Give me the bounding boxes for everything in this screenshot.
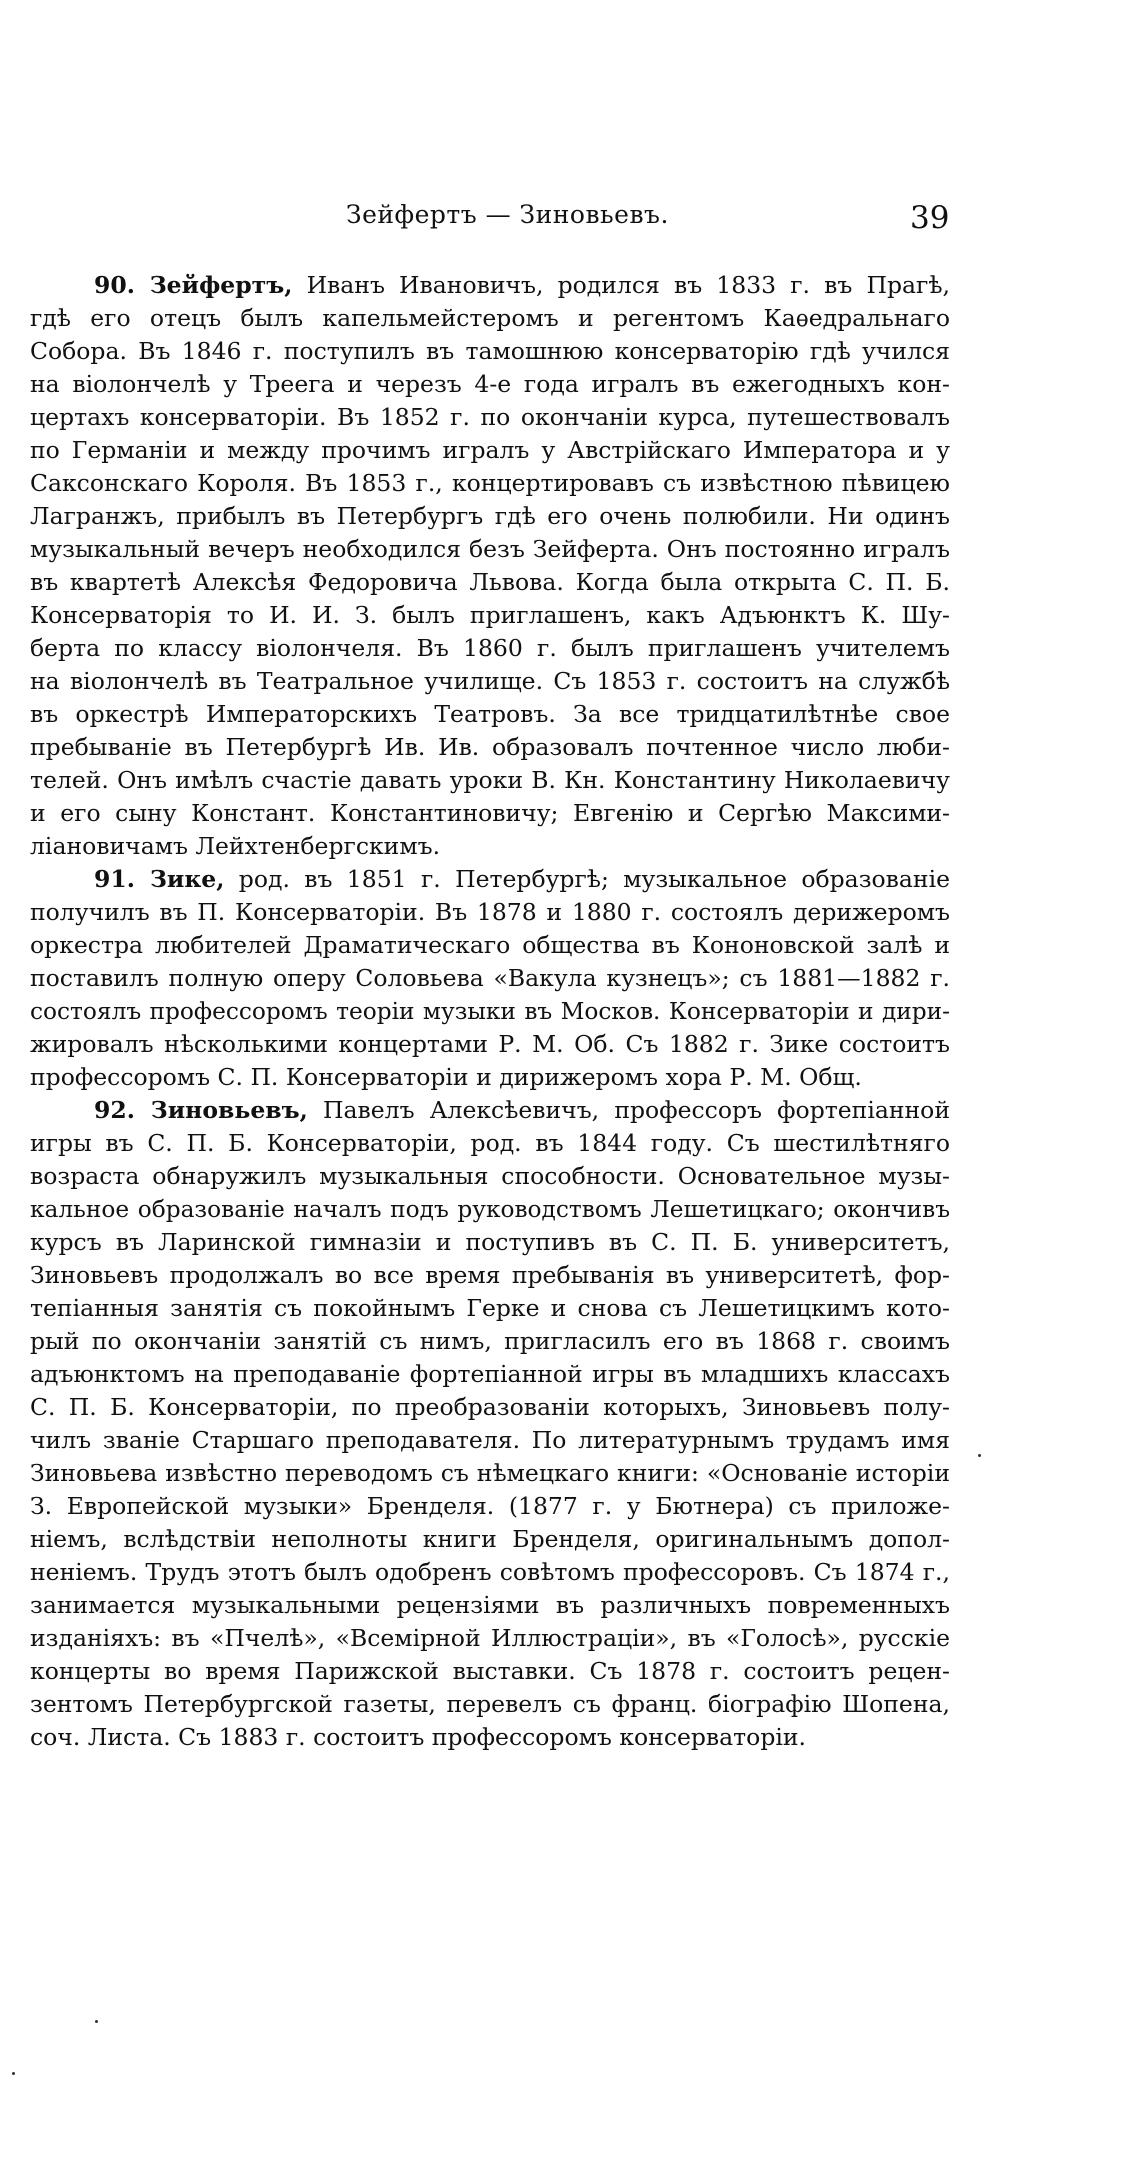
text-line (30, 698, 950, 731)
text-line (30, 1028, 950, 1061)
entry-text: Зиновьева извѣстно переводомъ съ нѣмецкаго книги: «Основаніе исторіи (30, 1459, 950, 1487)
text-line (30, 533, 950, 566)
entry-text: концерты во время Парижской выставки. Съ 1878 г. состоитъ рецен- (30, 1657, 950, 1685)
entry-text: на віолончелѣ у Треега и черезъ 4-е года игралъ въ ежегодныхъ кон- (30, 370, 950, 398)
entry-text: пребываніе въ Петербургѣ Ив. Ив. образовалъ почтенное число люби- (30, 733, 950, 761)
entry-text: ніемъ, вслѣдствіи неполноты книги Бренделя, оригинальнымъ допол- (30, 1525, 950, 1553)
text-line (30, 599, 950, 632)
text-line (30, 1061, 950, 1094)
entry-first-line (30, 269, 950, 302)
entry-text: тепіанныя занятія съ покойнымъ Герке и снова съ Лешетицкимъ кото- (30, 1294, 950, 1322)
text-line (30, 302, 950, 335)
entry-text: ліановичамъ Лейхтенбергскимъ. (30, 832, 441, 860)
entry-text: состоялъ профессоромъ теоріи музыки въ Москов. Консерваторіи и дири- (30, 998, 950, 1025)
entry-text: по Германіи и между прочимъ игралъ у Австрійскаго Императора и у (30, 436, 950, 464)
text-line (30, 1193, 950, 1226)
entry-first-line (30, 1094, 950, 1127)
text-line (30, 929, 950, 962)
text-line (30, 335, 950, 368)
entry-text: изданіяхъ: въ «Пчелѣ», «Всемірной Иллюстраціи», въ «Голосѣ», русскіе (30, 1624, 950, 1652)
entry-text: гдѣ его отецъ былъ капельмейстеромъ и регентомъ Каѳедральнаго (30, 304, 950, 332)
entry-text: жировалъ нѣсколькими концертами Р. М. Об. Съ 1882 г. Зике состоитъ (30, 1030, 950, 1058)
text-line (30, 764, 950, 797)
text-line (30, 1226, 950, 1259)
text-line (30, 995, 950, 1028)
text-line (30, 467, 950, 500)
text-line (30, 797, 950, 830)
entry-text: Саксонскаго Короля. Въ 1853 г., концертировавъ съ извѣстною пѣвицею (30, 469, 950, 497)
entry-text: С. П. Б. Консерваторіи, по преобразованіи которыхъ, Зиновьевъ полу- (30, 1393, 950, 1421)
entry-text: Павелъ Алексѣевичъ, профессоръ фортепіанной (307, 1096, 950, 1124)
text-line (30, 1589, 950, 1622)
entry-text: кальное образованіе началъ подъ руководствомъ Лешетицкаго; окончивъ (30, 1196, 950, 1223)
text-line (30, 1424, 950, 1457)
entry-text: З. Европейской музыки» Бренделя. (1877 г. у Бютнера) съ приложе- (30, 1492, 950, 1520)
entry-text: на віолончелѣ въ Театральное училище. Съ 1853 г. состоитъ на службѣ (30, 667, 950, 695)
entry-text: зентомъ Петербургской газеты, перевелъ съ франц. біографію Шопена, (30, 1690, 950, 1718)
entry-text: род. въ 1851 г. Петербургѣ; музыкальное образованіе (224, 865, 950, 893)
entry-text: и его сыну Констант. Константиновичу; Евгенію и Сергѣю Максими- (30, 799, 950, 827)
text-line (30, 1391, 950, 1424)
entry-heading: 91. Зике, (94, 865, 225, 893)
text-line (30, 1358, 950, 1391)
text-line (30, 731, 950, 764)
entry-heading: 90. Зейфертъ, (94, 271, 293, 299)
entry-text: получилъ въ П. Консерваторіи. Въ 1878 и 1880 г. состоялъ дерижеромъ (30, 898, 950, 926)
entry-text: Лагранжъ, прибылъ въ Петербургъ гдѣ его очень полюбили. Ни одинъ (30, 502, 950, 530)
entry-text: возраста обнаружилъ музыкальныя способности. Основательное музы- (30, 1162, 950, 1190)
entry-text: музыкальный вечеръ необходился безъ Зейферта. Онъ постоянно игралъ (30, 535, 950, 563)
text-line (30, 830, 950, 863)
entry-text: Консерваторія то И. И. З. былъ приглашенъ, какъ Адъюнктъ К. Шу- (30, 601, 950, 629)
entry-text: въ квартетѣ Алексѣя Федоровича Львова. Когда была открыта С. П. Б. (30, 568, 950, 596)
entry-text: адъюнктомъ на преподаваніе фортепіанной игры въ младшихъ классахъ (30, 1360, 950, 1388)
text-line (30, 1556, 950, 1589)
entry-text: игры въ С. П. Б. Консерваторіи, род. въ 1844 году. Съ шестилѣтняго (30, 1129, 950, 1157)
entry-text: Зиновьевъ продолжалъ во все время пребыванія въ университетѣ, фор- (30, 1261, 950, 1289)
text-line (30, 1259, 950, 1292)
text-line (30, 1655, 950, 1688)
text-line (30, 1292, 950, 1325)
print-speck (12, 2072, 15, 2075)
text-line (30, 1490, 950, 1523)
entry-text: поставилъ полную оперу Соловьева «Вакула кузнецъ»; съ 1881—1882 г. (30, 964, 950, 992)
text-line (30, 1721, 950, 1754)
entry-text: курсъ въ Ларинской гимназіи и поступивъ въ С. П. Б. университетъ, (30, 1228, 950, 1256)
entry-text: соч. Листа. Съ 1883 г. состоитъ профессоромъ консерваторіи. (30, 1723, 807, 1751)
entry-text: неніемъ. Трудъ этотъ былъ одобренъ совѣтомъ профессоровъ. Съ 1874 г., (30, 1558, 950, 1586)
text-line (30, 1160, 950, 1193)
text-line (30, 632, 950, 665)
text-line (30, 434, 950, 467)
text-line (30, 368, 950, 401)
entry-text: въ оркестрѣ Императорскихъ Театровъ. За все тридцатилѣтнѣе свое (30, 700, 950, 728)
print-speck (95, 2020, 98, 2023)
running-head: Зейфертъ — Зиновьевъ. (346, 200, 669, 229)
entry-text: берта по классу віолончеля. Въ 1860 г. былъ приглашенъ учителемъ (30, 634, 950, 662)
text-line (30, 665, 950, 698)
text-line (30, 962, 950, 995)
text-line (30, 1523, 950, 1556)
text-line (30, 896, 950, 929)
entry-text: чилъ званіе Старшаго преподавателя. По литературнымъ трудамъ имя (30, 1426, 950, 1454)
page-number: 39 (910, 200, 950, 236)
entry-text: рый по окончаніи занятій съ нимъ, пригласилъ его въ 1868 г. своимъ (30, 1327, 950, 1355)
entry-text: занимается музыкальными рецензіями въ различныхъ повременныхъ (30, 1591, 950, 1619)
entry-first-line (30, 863, 950, 896)
body-text (30, 269, 950, 1754)
entry-text: цертахъ консерваторіи. Въ 1852 г. по окончаніи курса, путешествовалъ (30, 403, 950, 431)
text-line (30, 1622, 950, 1655)
print-speck (978, 1454, 981, 1457)
text-line (30, 1457, 950, 1490)
entry-heading: 92. Зиновьевъ, (94, 1096, 308, 1124)
entry-text: телей. Онъ имѣлъ счастіе давать уроки В. Кн. Константину Николаевичу (30, 766, 950, 794)
entry-text: Собора. Въ 1846 г. поступилъ въ тамошнюю консерваторію гдѣ учился (30, 337, 950, 365)
text-line (30, 500, 950, 533)
text-line (30, 566, 950, 599)
text-line (30, 1325, 950, 1358)
text-line (30, 1688, 950, 1721)
text-line (30, 401, 950, 434)
entry-text: Иванъ Ивановичъ, родился въ 1833 г. въ Прагѣ, (292, 271, 950, 299)
entry-text: профессоромъ С. П. Консерваторіи и дирижеромъ хора Р. М. Общ. (30, 1063, 862, 1091)
text-line (30, 1127, 950, 1160)
entry-text: оркестра любителей Драматическаго общества въ Кононовской залѣ и (30, 931, 950, 959)
